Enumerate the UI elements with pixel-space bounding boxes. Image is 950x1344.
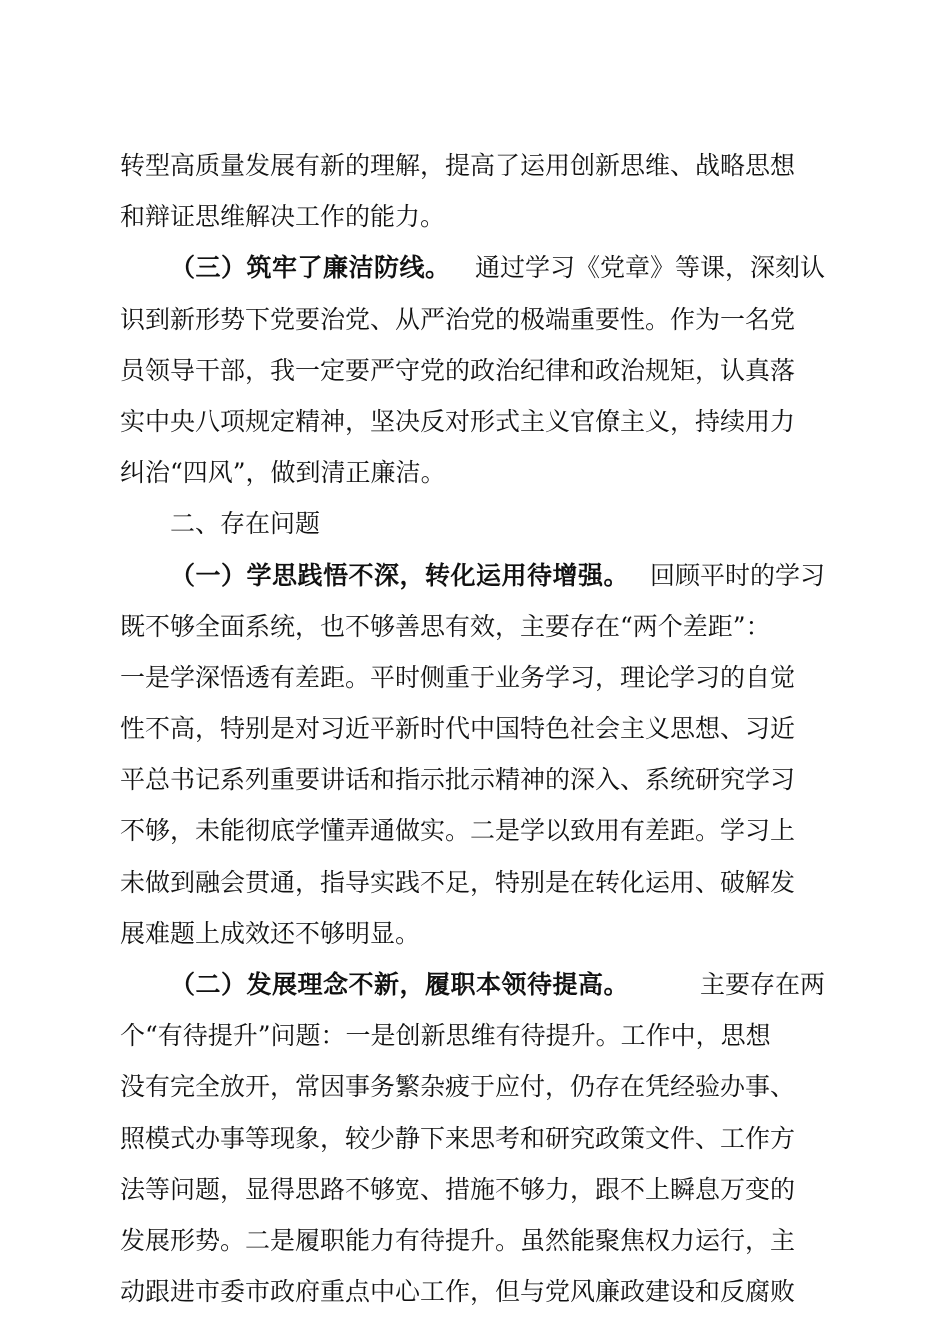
line-text: 员领导干部，我一定要严守党的政治纪律和政治规矩，认真落	[120, 355, 796, 385]
line-text: 法等问题，显得思路不够宽、措施不够力，跟不上瞬息万变的	[120, 1174, 796, 1204]
paragraph-line	[120, 1061, 825, 1112]
line-text: 照模式办事等现象，较少静下来思考和研究政策文件、工作方	[120, 1123, 796, 1153]
paragraph-line	[120, 908, 825, 959]
line-text: 转型高质量发展有新的理解，提高了运用创新思维、战略思想	[120, 151, 796, 180]
line-text: 既不够全面系统，也不够善思有效，主要存在“两个差距”：	[120, 611, 771, 641]
paragraph-line	[120, 601, 825, 652]
line-text: 通过学习《党章》等课，深刻认	[474, 253, 825, 283]
paragraph-line	[120, 1010, 825, 1061]
line-text: 识到新形势下党要治党、从严治党的极端重要性。作为一名党	[120, 304, 796, 334]
line-text: 没有完全放开，常因事务繁杂疲于应付，仍存在凭经验办事、	[120, 1072, 796, 1102]
line-text: 平总书记系列重要讲话和指示批示精神的深入、系统研究学习	[120, 765, 796, 795]
line-text: 回顾平时的学习	[649, 560, 825, 590]
section-two-line	[120, 959, 825, 1010]
line-text: 不够，未能彻底学懂弄通做实。二是学以致用有差距。学习上	[120, 816, 796, 846]
paragraph-line	[120, 345, 825, 396]
section-one-line	[120, 550, 825, 601]
section-three-heading: （三）筑牢了廉洁防线。	[170, 253, 451, 283]
paragraph-line	[120, 1266, 825, 1317]
paragraph-line	[120, 805, 825, 856]
section-three-line	[120, 242, 825, 293]
paragraph-line	[120, 1164, 825, 1215]
paragraph-line	[120, 1113, 825, 1164]
chapter-heading-text: 二、存在问题	[170, 509, 321, 539]
section-two-heading: （二）发展理念不新，履职本领待提高。	[170, 970, 630, 999]
line-text: 未做到融会贯通，指导实践不足，特别是在转化运用、破解发	[120, 867, 796, 897]
paragraph-line	[120, 140, 825, 191]
paragraph-line	[120, 294, 825, 345]
paragraph-line	[120, 191, 825, 242]
chapter-heading	[120, 498, 825, 549]
line-text: 动跟进市委市政府重点中心工作，但与党风廉政建设和反腐败	[120, 1277, 796, 1307]
paragraph-line	[120, 447, 825, 498]
line-text: 和辩证思维解决工作的能力。	[120, 202, 446, 232]
section-one-heading: （一）学思践悟不深，转化运用待增强。	[170, 560, 630, 590]
line-text: 纠治“四风”，做到清正廉洁。	[120, 458, 446, 488]
paragraph-line	[120, 754, 825, 805]
paragraph-line	[120, 857, 825, 908]
paragraph-line	[120, 396, 825, 447]
document-body	[120, 140, 825, 1317]
line-text: 个“有待提升”问题：一是创新思维有待提升。工作中，思想	[120, 1021, 771, 1051]
line-text: 性不高，特别是对习近平新时代中国特色社会主义思想、习近	[120, 714, 796, 744]
paragraph-line	[120, 1215, 825, 1266]
line-text: 一是学深悟透有差距。平时侧重于业务学习，理论学习的自觉	[120, 662, 796, 692]
paragraph-line	[120, 703, 825, 754]
line-text: 主要存在两	[699, 970, 825, 999]
paragraph-line	[120, 652, 825, 703]
line-text: 发展形势。二是履职能力有待提升。虽然能聚焦权力运行，主	[120, 1225, 796, 1255]
line-text: 实中央八项规定精神，坚决反对形式主义官僚主义，持续用力	[120, 406, 796, 436]
line-text: 展难题上成效还不够明显。	[120, 918, 421, 948]
